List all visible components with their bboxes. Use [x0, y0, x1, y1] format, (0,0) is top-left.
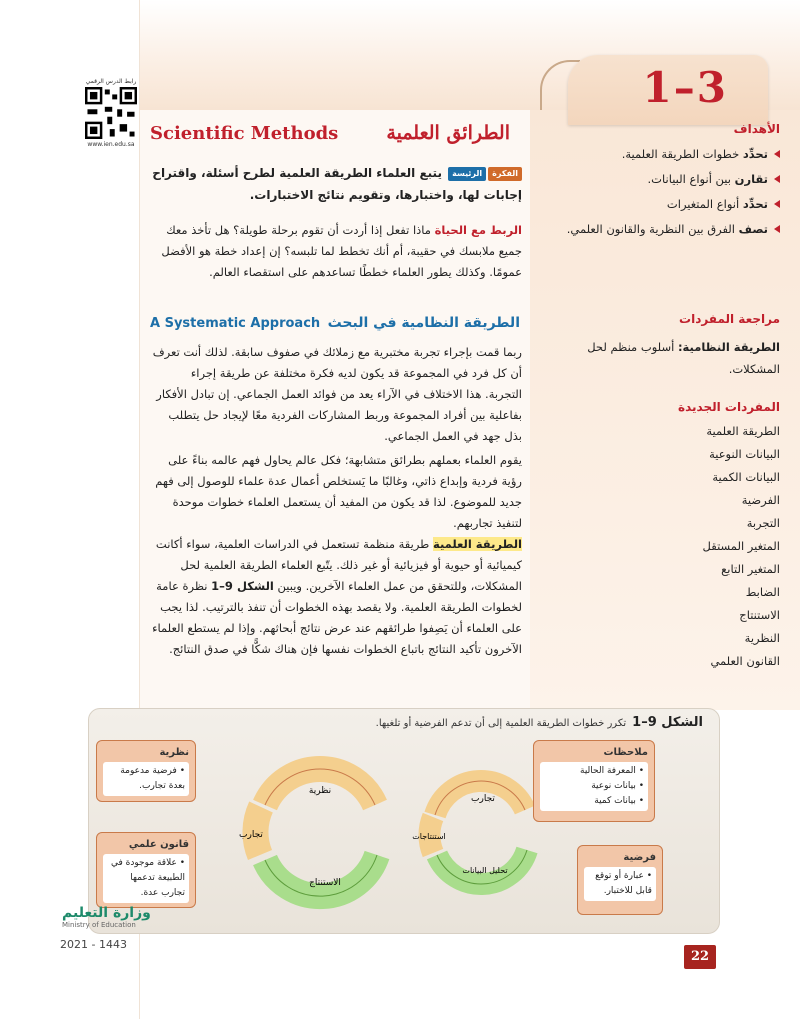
section-heading — [150, 310, 520, 336]
observations-title: ملاحظات — [603, 747, 648, 758]
paragraph-3-b: نظرة عامة لخطوات الطريقة العلمية. ولا يقصد بهذه الخطوات أن تنفذ بالترتيب. لذا يجب على العلماء أن يَصِفوا طرائقهم عند عرض نتائج أبحاثهم. وإذا لم يستطع العلماء الآخرون تأكيد النتائج باتباع الخطوات نفسها فإن هناك شكًّا في صدق النتائج. — [152, 579, 522, 656]
theory-title: نظرية — [159, 747, 189, 758]
hypothesis-box — [577, 845, 663, 915]
paragraph-1: ربما قمت بإجراء تجربة مختبرية مع زملائك في صفوف سابقة. لذلك أنت تعرف أن كل فرد في المجموعة قد يكون لديه فكرة مختلفة عن طريقة إجراء التجربة. هذا الاختلاف في الآراء يعد من فوائد العمل الجماعي. إن تبادل الأفكار بفاعلية بين أفراد المجموعة وربط المشاركات الفردية معًا لإيجاد حل يتطلب بذل جهد في العمل الجماعي. — [152, 345, 522, 443]
right-cycle-top-label: تجارب — [471, 794, 495, 804]
qr-code-block[interactable] — [78, 78, 144, 156]
ministry-arabic: وزارة التعليم — [62, 905, 151, 921]
objectives — [545, 118, 780, 240]
qr-url[interactable]: www.ien.edu.sa — [87, 141, 135, 148]
vocab-review-definition: أسلوب منظم لحل المشكلات. — [587, 340, 780, 376]
section-heading-arabic: الطريقة النظامية في البحث — [327, 315, 520, 331]
tag-idea: الفكرة — [488, 167, 522, 181]
figure-number: الشكل 9–1 — [632, 715, 703, 730]
observations-box — [533, 740, 655, 822]
title-arabic: الطرائق العلمية — [386, 122, 510, 144]
objective-item: تحدِّد خطوات الطريقة العلمية. — [545, 143, 780, 165]
section-number: 1–3 — [642, 63, 728, 112]
triangle-bullet-icon — [774, 225, 780, 233]
law-box — [96, 832, 196, 908]
law-text: • علاقة موجودة في الطبيعة تدعمها تجارب عدة. — [103, 854, 189, 903]
vocab-item: المتغير المستقل — [702, 539, 780, 553]
right-cycle-bottom-label: تحليل البيانات — [462, 866, 508, 875]
vocab-item: البيانات النوعية — [709, 447, 780, 461]
objective-item: تصف الفرق بين النظرية والقانون العلمي. — [545, 218, 780, 240]
right-cycle-left-label: استنتاجات — [412, 832, 446, 841]
title-english: Scientific Methods — [150, 122, 339, 144]
vocab-item: القانون العلمي — [710, 654, 780, 668]
tag-main: الرئيسة — [448, 167, 486, 181]
triangle-bullet-icon — [774, 200, 780, 208]
observations-list — [540, 762, 648, 811]
edition-year: 2021 - 1443 — [60, 938, 127, 951]
figure-reference: الشكل 9–1 — [211, 579, 274, 593]
vocab-item: البيانات الكمية — [712, 470, 780, 484]
paragraph-3-a: طريقة منظمة تستعمل في الدراسات العلمية، سواء أكانت كيميائية أو حيوية أو فيزيائية أو غير ذلك. يتّبع العلماء الطريقة العلمية لحل المشكلات، وللتحقق من عمل العلماء الآخرين. ويبين — [155, 537, 522, 593]
observation-item: • بيانات كمية — [594, 796, 644, 806]
page-number: 22 — [684, 945, 716, 969]
left-cycle-bottom-label: الاستنتاج — [309, 878, 341, 888]
real-world-text: ماذا تفعل إذا أردت أن تقوم برحلة طويلة؟ هل تأخذ معك جميع ملابسك في حقيبة، أم أنك تخطط لما تلبسه؟ إن إعداد خطة هو الأفضل عمومًا. وكذلك يطور العلماء خططًا تساعدهم على استقصاء العالم. — [161, 223, 522, 279]
new-vocabulary — [545, 396, 780, 673]
main-idea — [152, 162, 522, 206]
paragraph-3 — [152, 534, 522, 660]
vocabulary-review — [545, 308, 780, 380]
figure-caption: الشكل 9–1تكرر خطوات الطريقة العلمية إلى أن تدعم الفرضية أو تلغيها. — [375, 715, 703, 730]
triangle-bullet-icon — [774, 150, 780, 158]
theory-box — [96, 740, 196, 802]
ministry-logo — [62, 905, 172, 929]
new-vocab-heading: المفردات الجديدة — [678, 400, 780, 414]
left-cycle-diagram — [225, 745, 415, 920]
vocab-item: الفرضية — [741, 493, 780, 507]
vocab-item: الطريقة العلمية — [706, 424, 780, 438]
real-world-connection — [152, 220, 522, 283]
lesson-title — [150, 118, 510, 148]
objective-item: تحدِّد أنواع المتغيرات — [545, 193, 780, 215]
theory-text: • فرضية مدعومة بعدة تجارب. — [103, 762, 189, 796]
observation-item: • المعرفة الحالية — [580, 766, 644, 776]
real-world-lead: الربط مع الحياة — [434, 223, 522, 237]
vocab-review-term: الطريقة النظامية: — [677, 340, 780, 354]
term-scientific-method: الطريقة العلمية — [432, 537, 522, 551]
vocab-item: الضابط — [745, 585, 780, 599]
left-cycle-left-label: تجارب — [239, 830, 263, 840]
vocab-item: النظرية — [744, 631, 780, 645]
left-cycle-top-label: نظرية — [308, 786, 332, 796]
qr-caption: رابط الدرس الرقمي — [85, 78, 137, 85]
main-idea-text: يتبع العلماء الطريقة العلمية لطرح أسئلة، واقتراح إجابات لها، واختبارها، وتقويم نتائج الاختبارات. — [152, 166, 522, 202]
cycle-arc-bottom — [265, 855, 377, 896]
qr-code-icon[interactable] — [85, 87, 137, 139]
objectives-heading: الأهداف — [733, 122, 780, 136]
objective-item: تقارن بين أنواع البيانات. — [545, 168, 780, 190]
vocab-item: المتغير التابع — [721, 562, 780, 576]
ministry-english: Ministry of Education — [62, 921, 136, 929]
law-title: قانون علمي — [128, 839, 189, 850]
vocab-review-heading: مراجعة المفردات — [679, 312, 780, 326]
vocab-item: التجربة — [746, 516, 780, 530]
observation-item: • بيانات نوعية — [591, 781, 644, 791]
triangle-bullet-icon — [774, 175, 780, 183]
section-badge — [568, 55, 768, 125]
hypothesis-title: فرضية — [623, 852, 656, 863]
vocab-item: الاستنتاج — [739, 608, 780, 622]
hypothesis-text: • عبارة أو توقع قابل للاختبار. — [584, 867, 656, 901]
paragraph-2: يقوم العلماء بعملهم بطرائق متشابهة؛ فكل عالم يحاول فهم عالمه بناءً على رؤية فردية وإبداع ذاتي، وغالبًا ما يَستخلص أعمال عدة علماء للوصول إلى فهم جديد للموضوع. لذا قد يكون من المفيد أن يستعمل العلماء خطوات موحدة لتنفيذ تجاربهم. — [155, 453, 522, 530]
section-heading-english: A Systematic Approach — [150, 315, 321, 331]
